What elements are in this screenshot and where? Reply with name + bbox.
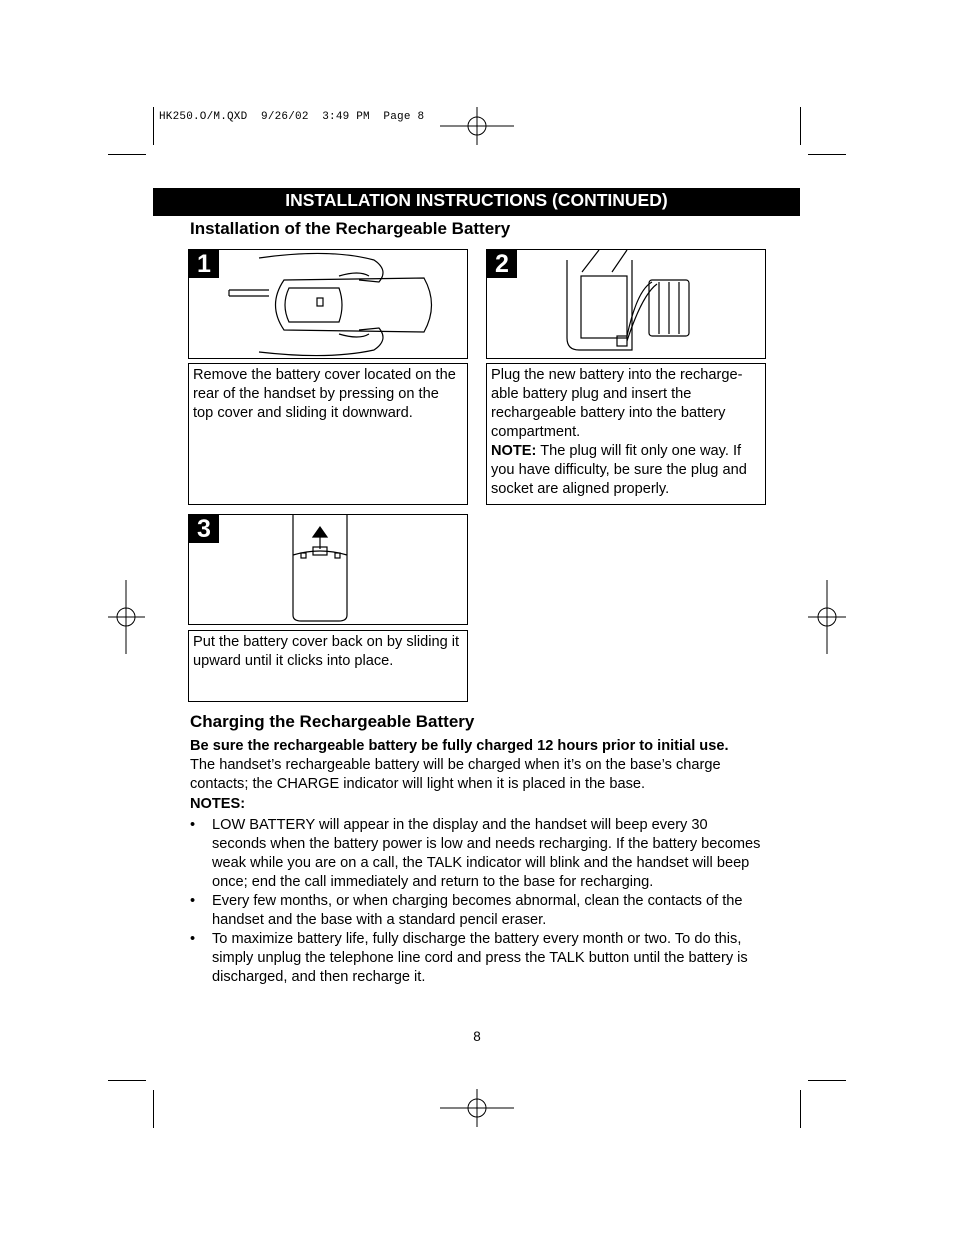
charging-intro-text: The handset’s rechargeable battery will be charged when it’s on the base’s charge contacts; the CHARGE indicator will light when it is placed in the base. (190, 757, 721, 792)
step1-caption (188, 363, 468, 505)
step2-number: 2 (487, 250, 517, 278)
bullet-icon: • (190, 893, 196, 909)
step2-figure (486, 249, 766, 359)
charging-intro (190, 737, 750, 794)
step1-number: 1 (189, 250, 219, 278)
step2-note (491, 442, 761, 499)
step3-caption (188, 630, 468, 702)
step2-note-label: NOTE: (491, 443, 537, 459)
step3-caption-text: Put the battery cover back on by sliding it upward until it clicks into place. (193, 634, 460, 669)
step3-figure (188, 514, 468, 625)
step1-caption-text: Remove the battery cover located on the rear of the handset by pressing on the top cover and sliding it downward. (193, 367, 456, 421)
section1-title: Installation of the Rechargeable Battery (190, 219, 511, 238)
step2-caption-text: Plug the new battery into the recharge-able battery plug and insert the rechargeable battery into the battery compartment. (491, 367, 743, 440)
step1-figure (188, 249, 468, 359)
notes-label: NOTES: (190, 796, 246, 812)
list-item (190, 892, 762, 930)
step2-caption (486, 363, 766, 505)
notes-list (190, 816, 762, 987)
list-item (190, 930, 762, 987)
handset-cover-illustration (189, 515, 469, 626)
print-slug: HK250.O/M.QXD 9/26/02 3:49 PM Page 8 (159, 111, 425, 123)
battery-compartment-illustration (487, 250, 767, 360)
handset-back-illustration (189, 250, 469, 360)
charging-intro-bold: Be sure the rechargeable battery be fully charged 12 hours prior to initial use. (190, 738, 729, 754)
bullet-icon: • (190, 931, 196, 947)
list-item (190, 816, 762, 892)
note-text: To maximize battery life, fully discharge the battery every month or two. To do this, simply unplug the telephone line cord and press the TALK button until the battery is discharged, and then recharge it. (212, 931, 748, 985)
page-number: 8 (473, 1029, 481, 1044)
section-banner: INSTALLATION INSTRUCTIONS (CONTINUED) (153, 188, 800, 216)
note-text: Every few months, or when charging becomes abnormal, clean the contacts of the handset and the base with a standard pencil eraser. (212, 893, 743, 928)
step3-number: 3 (189, 515, 219, 543)
note-text: LOW BATTERY will appear in the display and the handset will beep every 30 seconds when the battery power is low and needs recharging. If the battery becomes weak while you are on a call, the TALK indicator will blink and the handset will beep once; end the call immediately and return to the base for recharging. (212, 817, 761, 890)
step2-note-text: The plug will fit only one way. If you have difficulty, be sure the plug and socket are aligned properly. (491, 443, 747, 497)
bullet-icon: • (190, 817, 196, 833)
section2-title: Charging the Rechargeable Battery (190, 712, 475, 731)
